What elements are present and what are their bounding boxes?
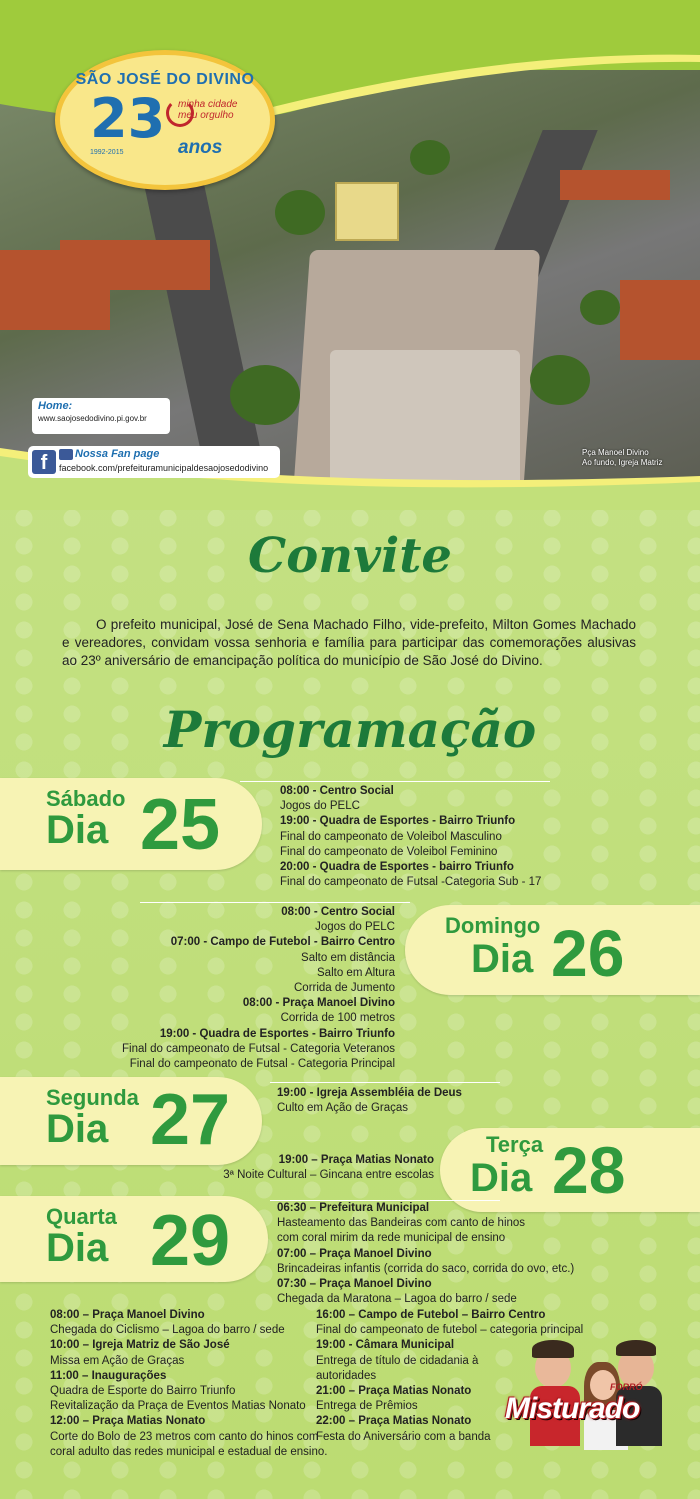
- weekday-label: Sábado: [46, 786, 126, 811]
- event-line: Final do campeonato de Futsal -Categoria Sub - 17: [280, 876, 542, 889]
- event-line: Final do campeonato de futebol – categoria principal: [316, 1324, 584, 1337]
- event-time: 08:00 – Praça Manoel Divino: [50, 1309, 205, 1321]
- band-forro-label: FORRÓ: [610, 1382, 643, 1392]
- event-time: 10:00 – Igreja Matriz de São José: [50, 1339, 230, 1352]
- logo-tagline: minha cidade meu orgulho: [178, 99, 238, 121]
- weekday-label: Terça: [486, 1132, 544, 1157]
- event-time: 19:00 - Câmara Municipal: [316, 1339, 455, 1352]
- day-badge-29: [0, 1196, 268, 1282]
- events-day-29: [277, 1201, 574, 1307]
- event-time: 06:30 – Prefeitura Municipal: [277, 1202, 430, 1214]
- dia-label: Dia: [471, 937, 534, 981]
- event-time: 19:00 - Igreja Assembléia de Deus: [277, 1087, 462, 1099]
- logo-years: 1992-2015: [90, 149, 124, 156]
- dia-label: Dia: [46, 1107, 109, 1151]
- event-line: Salto em distância: [301, 951, 395, 964]
- event-time: 22:00 – Praça Matias Nonato: [316, 1415, 472, 1428]
- photo-caption: [582, 448, 662, 468]
- divider-line: [270, 1082, 500, 1083]
- event-line: Final do campeonato de Futsal - Categoria Principal: [129, 1058, 395, 1071]
- event-line: Corrida de 100 metros: [280, 1012, 395, 1025]
- event-time: 08:00 - Centro Social: [280, 785, 394, 797]
- day-number: 27: [150, 1080, 231, 1160]
- event-time: 11:00 – Inaugurações: [50, 1369, 167, 1382]
- event-time: 08:00 - Centro Social: [281, 906, 395, 918]
- event-line: Final do campeonato de Voleibol Masculino: [280, 830, 502, 843]
- event-line: coral adulto das redes municipal e estadual de ensino.: [50, 1445, 328, 1458]
- divider-line: [140, 902, 410, 903]
- event-line: Corte do Bolo de 23 metros com canto do hinos com: [50, 1430, 319, 1443]
- event-line: Hasteamento das Bandeiras com canto de hinos: [277, 1217, 526, 1230]
- weekday-label: Quarta: [46, 1204, 117, 1229]
- event-line: Culto em Ação de Graças: [277, 1102, 409, 1115]
- event-time: 16:00 – Campo de Futebol – Bairro Centro: [316, 1309, 546, 1321]
- band-logo-misturado: Misturado: [505, 1392, 640, 1425]
- event-line: Entrega de título de cidadania à: [316, 1354, 479, 1367]
- dia-label: Dia: [46, 808, 109, 852]
- facebook-icon: f: [32, 450, 56, 474]
- weekday-label: Segunda: [46, 1085, 139, 1110]
- events-day-28: [180, 1153, 434, 1183]
- programacao-title: Programação: [163, 700, 537, 759]
- dia-label: Dia: [470, 1156, 533, 1200]
- day-number: 26: [551, 916, 625, 990]
- day-number: 28: [552, 1133, 626, 1207]
- event-time: 07:00 – Praça Manoel Divino: [277, 1247, 432, 1260]
- events-day-26: [100, 905, 395, 1072]
- logo-anos: anos: [178, 137, 223, 158]
- logo-city-name: SÃO JOSÉ DO DIVINO: [75, 71, 255, 88]
- event-line: Chegada da Maratona – Lagoa do barro / sede: [277, 1293, 517, 1306]
- event-time: 07:00 - Campo de Futebol - Bairro Centro: [170, 936, 395, 949]
- event-time: 07:30 – Praça Manoel Divino: [277, 1278, 432, 1291]
- event-line: Salto em Altura: [317, 966, 395, 979]
- event-time: 19:00 – Praça Matias Nonato: [278, 1154, 434, 1166]
- events-day-25: [280, 784, 541, 890]
- like-icon: [59, 449, 73, 460]
- event-line: Festa do Aniversário com a banda: [316, 1430, 491, 1443]
- events-bottom-left: [50, 1308, 327, 1460]
- anniversary-logo: [55, 50, 275, 190]
- event-time: 12:00 – Praça Matias Nonato: [50, 1415, 206, 1428]
- event-line: Chegada do Ciclismo – Lagoa do barro / sede: [50, 1324, 285, 1337]
- home-box: [32, 398, 170, 434]
- event-line: Brincadeiras infantis (corrida do saco, corrida do ovo, etc.): [277, 1262, 575, 1275]
- events-day-27: [277, 1086, 462, 1116]
- event-line: com coral mirim da rede municipal de ensino: [277, 1232, 506, 1245]
- day-badge-26: [405, 905, 700, 995]
- event-line: autoridades: [316, 1369, 377, 1382]
- logo-number: 23: [90, 87, 166, 150]
- day-number: 25: [140, 785, 221, 865]
- day-badge-25: [0, 778, 262, 870]
- event-line: Final do campeonato de Futsal - Categoria Veteranos: [122, 1042, 395, 1055]
- event-line: Entrega de Prêmios: [316, 1400, 418, 1413]
- event-time: 08:00 - Praça Manoel Divino: [242, 997, 395, 1010]
- event-line: Jogos do PELC: [280, 800, 360, 813]
- home-url-link[interactable]: www.saojosedodivino.pi.gov.br: [38, 414, 147, 423]
- event-time: 19:00 - Quadra de Esportes - Bairro Triunfo: [159, 1027, 395, 1040]
- photo-caption-line-1: Pça Manoel Divino: [582, 448, 649, 457]
- weekday-label: Domingo: [445, 913, 541, 938]
- event-line: Corrida de Jumento: [294, 982, 395, 995]
- home-label: Home:: [38, 400, 73, 412]
- fanpage-label: Nossa Fan page: [75, 448, 160, 460]
- dia-label: Dia: [46, 1226, 109, 1270]
- fanpage-url-link[interactable]: facebook.com/prefeituramunicipaldesaojosedodivino: [59, 463, 269, 473]
- header: [0, 0, 700, 500]
- divider-line: [240, 781, 550, 782]
- event-line: Missa em Ação de Graças: [50, 1354, 185, 1367]
- event-line: Final do campeonato de Voleibol Feminino: [280, 845, 498, 858]
- day-number: 29: [150, 1201, 231, 1281]
- event-time: 21:00 – Praça Matias Nonato: [316, 1385, 472, 1398]
- event-line: Quadra de Esporte do Bairro Triunfo: [50, 1385, 236, 1398]
- day-badge-27: [0, 1077, 262, 1165]
- event-time: 20:00 - Quadra de Esportes - bairro Triunfo: [280, 861, 514, 874]
- convite-text: O prefeito municipal, José de Sena Machado Filho, vide-prefeito, Milton Gomes Machado e vereadores, convidam vossa senhoria e família para participar das comemorações alusivas ao 23º aniversário de emancipação política do município de São José do Divino.: [62, 617, 636, 668]
- event-line: Jogos do PELC: [315, 921, 395, 934]
- event-line: 3ª Noite Cultural – Gincana entre escolas: [223, 1169, 434, 1182]
- photo-caption-line-2: Ao fundo, Igreja Matriz: [582, 458, 663, 467]
- fanpage-box[interactable]: [28, 446, 280, 478]
- convite-title: Convite: [248, 528, 452, 584]
- event-time: 19:00 - Quadra de Esportes - Bairro Triunfo: [280, 815, 516, 828]
- event-line: Revitalização da Praça de Eventos Matias Nonato: [50, 1400, 306, 1413]
